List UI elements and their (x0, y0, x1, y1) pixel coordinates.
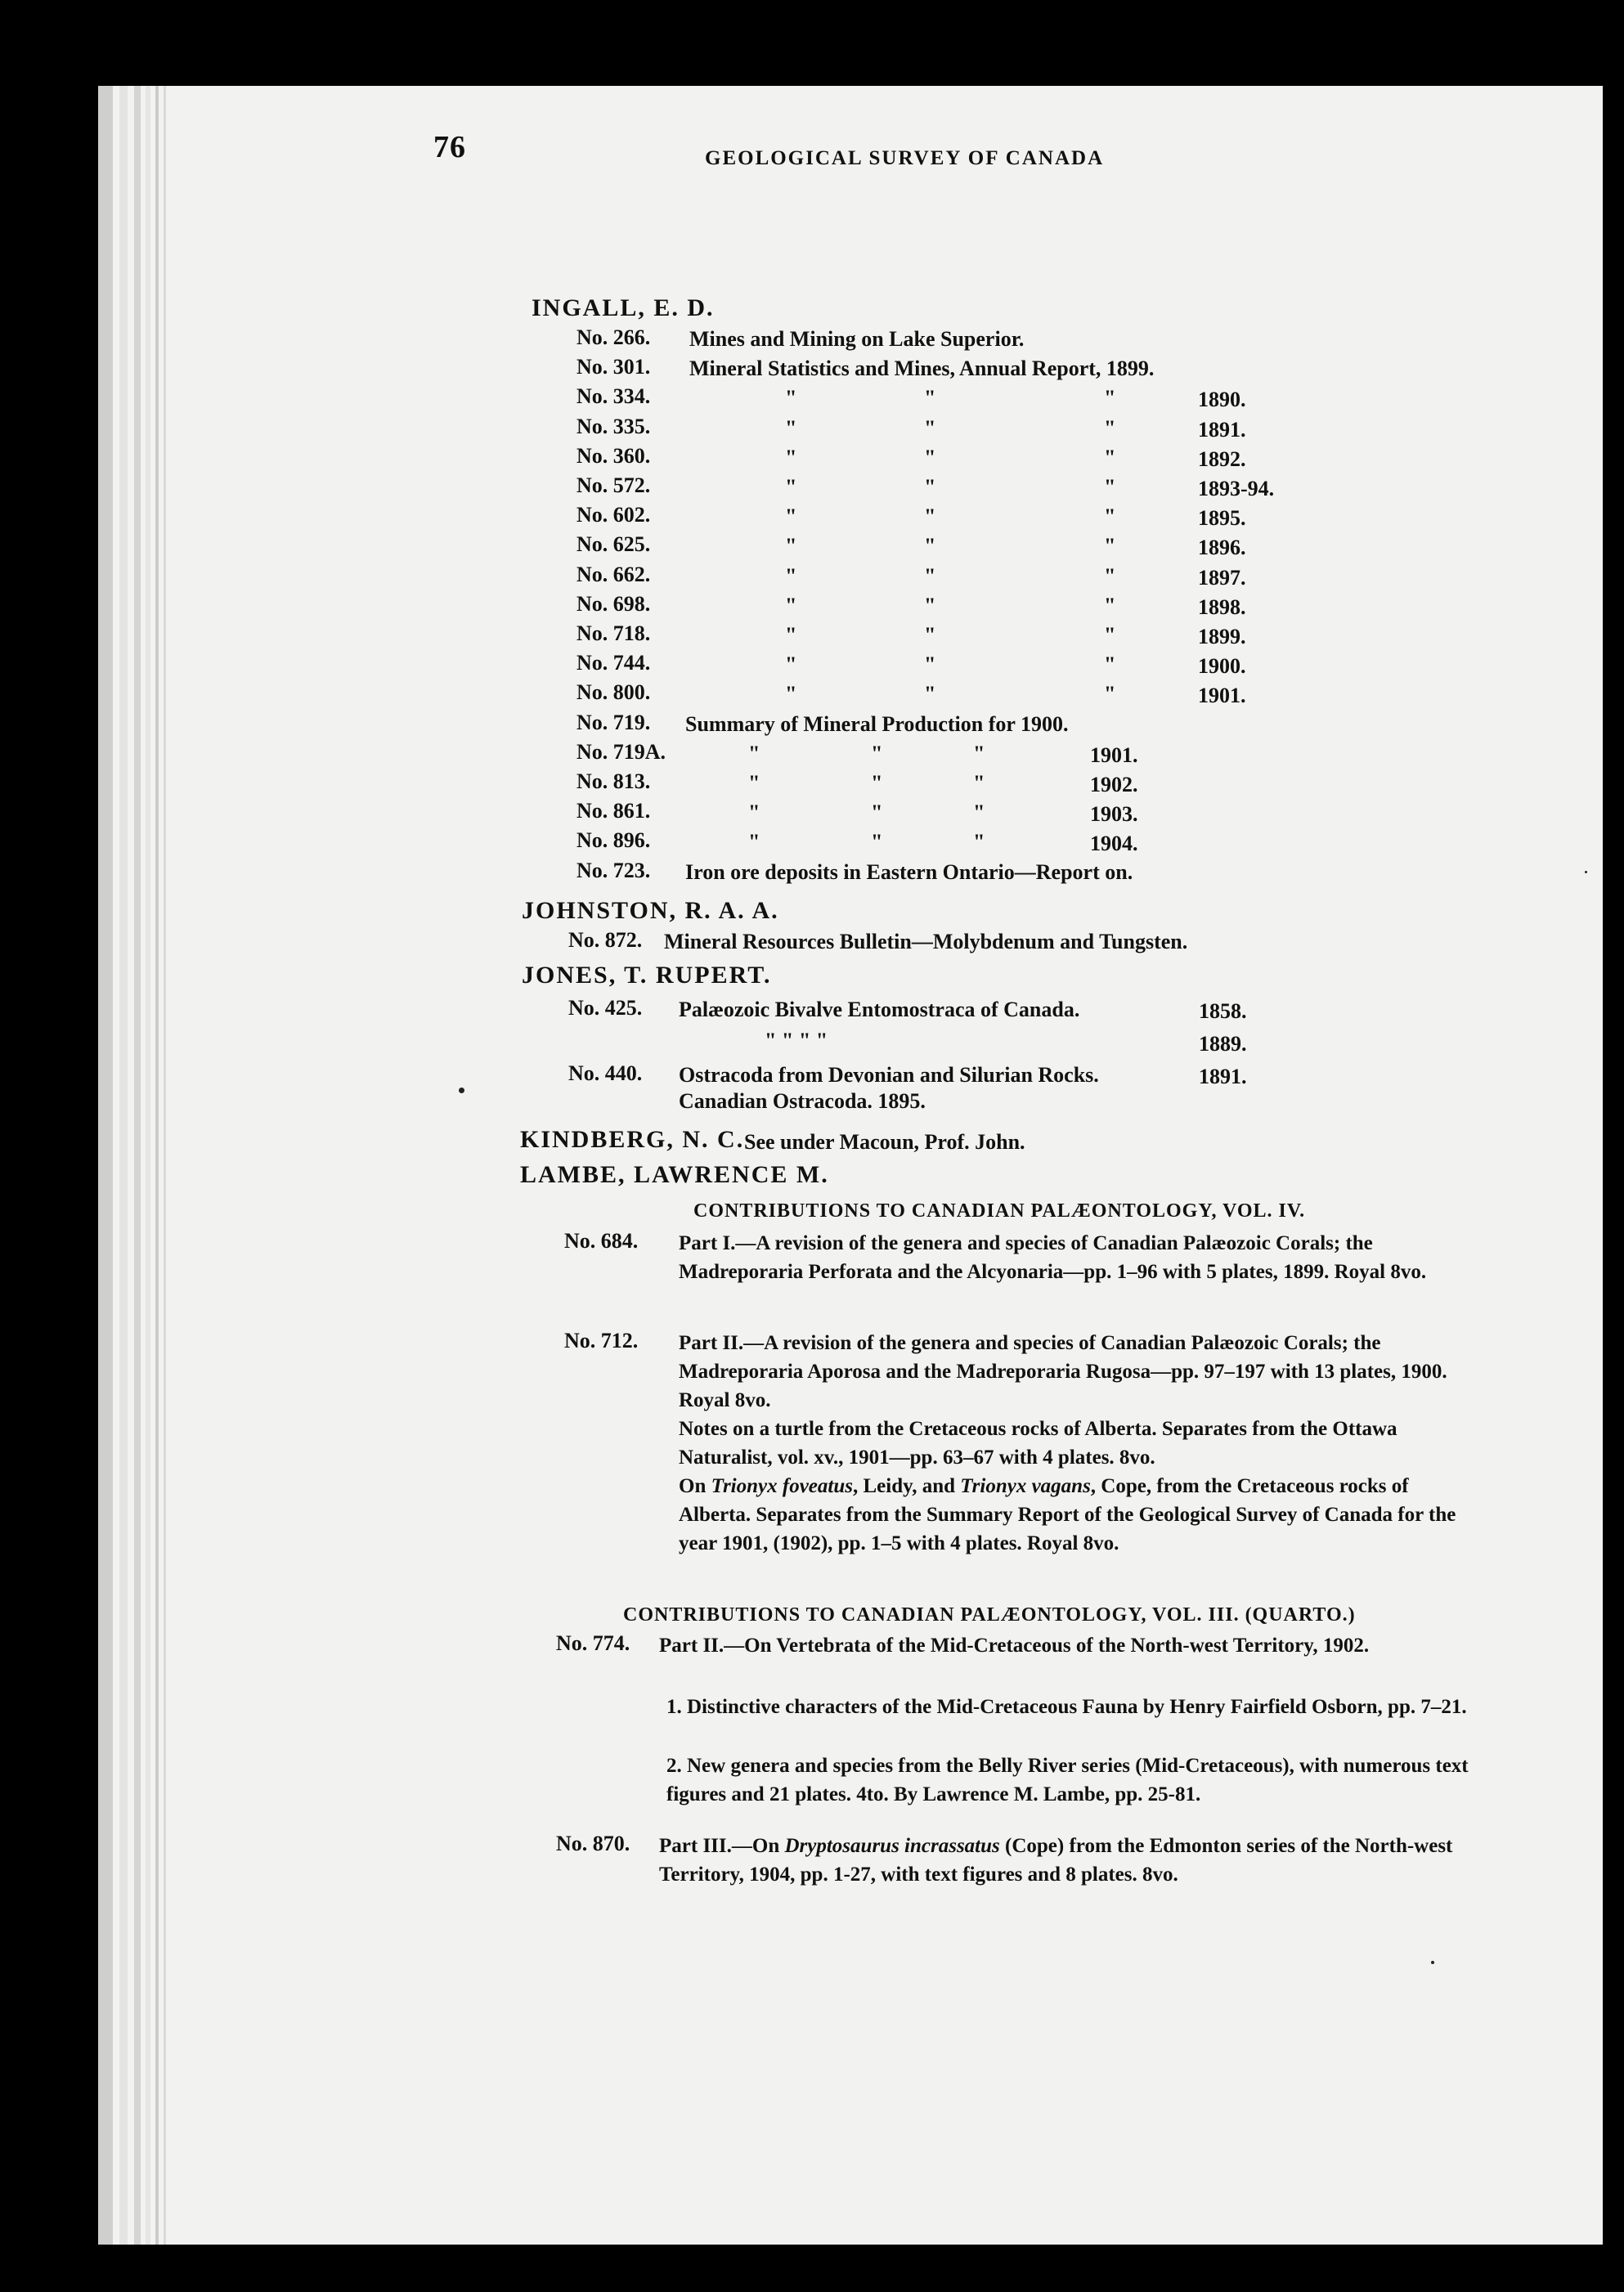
entry-title: Mineral Resources Bulletin—Molybdenum and Tungsten. (664, 930, 1188, 953)
entry-year: 1903. (1090, 802, 1138, 826)
entry-number: No. 774. (556, 1631, 630, 1655)
ditto-mark: " (1104, 416, 1116, 440)
scanned-page (98, 86, 1603, 2245)
ditto-mark: " (924, 505, 936, 528)
scan-speck (1431, 1961, 1434, 1964)
page-edge (119, 86, 128, 2245)
entry-number: No. 602. (576, 503, 651, 527)
ditto-mark: " (1104, 564, 1116, 588)
scan-speck (459, 1088, 464, 1093)
ditto-mark: " (785, 594, 797, 617)
entry-year: 1891. (1199, 1065, 1247, 1088)
entry-number: No. 360. (576, 444, 651, 468)
entry-number: No. 684. (564, 1229, 639, 1253)
entry-number: No. 440. (568, 1061, 643, 1085)
entry-number: No. 662. (576, 563, 651, 586)
entry-year: 1897. (1198, 566, 1246, 590)
scan-speck (1585, 871, 1587, 873)
ditto-mark: " (1104, 386, 1116, 410)
ditto-mark: " (973, 742, 985, 765)
entry-year: 1891. (1198, 418, 1246, 442)
entry-year: 1899. (1198, 625, 1246, 648)
author-kindberg: KINDBERG, N. C. (520, 1126, 745, 1153)
entry-number: No. 861. (576, 799, 651, 823)
page-number: 76 (433, 130, 466, 164)
ditto-mark: " (785, 505, 797, 528)
ditto-mark: " (871, 742, 883, 765)
entry-number: No. 719. (576, 711, 651, 734)
entry-title: Summary of Mineral Production for 1900. (685, 712, 1069, 736)
series-heading: CONTRIBUTIONS TO CANADIAN PALÆONTOLOGY, VOL. III. (QUARTO.) (623, 1604, 1356, 1626)
ditto-mark: " (924, 446, 936, 469)
ditto-mark: " (924, 475, 936, 499)
ditto-mark: " (1104, 653, 1116, 676)
page-edge (155, 86, 159, 2245)
running-head: GEOLOGICAL SURVEY OF CANADA (705, 147, 1105, 169)
ditto-mark: " (973, 771, 985, 795)
entry-number: No. 896. (576, 828, 651, 852)
entry-title: Iron ore deposits in Eastern Ontario—Report on. (685, 860, 1133, 884)
ditto-mark: " (924, 623, 936, 647)
entry-year: 1858. (1199, 999, 1247, 1023)
ditto-mark: " (924, 386, 936, 410)
ditto-mark: " (1104, 534, 1116, 558)
entry-year: 1900. (1198, 654, 1246, 678)
entry-subtitle: Canadian Ostracoda. 1895. (679, 1089, 926, 1113)
ditto-mark: " (748, 771, 760, 795)
entry-number: No. 698. (576, 592, 651, 616)
entry-subitem: 2. New genera and species from the Belly River series (Mid-Cretaceous), with numerous text figures and 21 plates. 4to. By Lawrence M. Lambe, pp. 25-81. (666, 1755, 1469, 1805)
ditto-mark: " (748, 742, 760, 765)
entry-title: Palæozoic Bivalve Entomostraca of Canada. (679, 998, 1080, 1021)
entry-text: Part II.—A revision of the genera and species of Canadian Palæozoic Corals; the Madreporaria Aporosa and the Madreporaria Rugosa—pp. 97–197 with 13 plates, 1900. Royal 8vo. (679, 1332, 1447, 1411)
entry-title: Mines and Mining on Lake Superior. (689, 327, 1025, 351)
entry-year: 1902. (1090, 773, 1138, 796)
entry-text: Part III.—On Dryptosaurus incrassatus (Cope) from the Edmonton series of the North-west Territory, 1904, pp. 1-27, with text figures and 8 plates. 8vo. (659, 1835, 1453, 1886)
ditto-mark: " (785, 653, 797, 676)
ditto-mark: " (1104, 682, 1116, 706)
entry-year: 1901. (1090, 743, 1138, 767)
entry-text: On Trionyx foveatus, Leidy, and Trionyx vagans, Cope, from the Cretaceous rocks of Alberta. Separates from the Summary Report of the Geological Survey of Canada for the year 1901, (1902), pp. 1–5 with 4 plates. Royal 8vo. (679, 1475, 1456, 1554)
entry-year: 1889. (1199, 1032, 1247, 1056)
entry-number: No. 266. (576, 325, 651, 349)
entry-number: No. 800. (576, 680, 651, 704)
page-edge (98, 86, 113, 2245)
entry-number: No. 718. (576, 621, 651, 645)
page-edge (146, 86, 150, 2245)
ditto-mark: " (748, 830, 760, 854)
entry-year: 1896. (1198, 536, 1246, 559)
ditto-mark: " (785, 475, 797, 499)
ditto-mark: " (1104, 446, 1116, 469)
ditto-mark: " (924, 682, 936, 706)
author-ingall: INGALL, E. D. (532, 294, 715, 321)
entry-year: 1898. (1198, 595, 1246, 619)
entry-text: Notes on a turtle from the Cretaceous rocks of Alberta. Separates from the Ottawa Naturalist, vol. xv., 1901—pp. 63–67 with 4 plates. 8vo. (679, 1418, 1397, 1469)
ditto-mark: " (973, 830, 985, 854)
ditto-mark: " (924, 416, 936, 440)
ditto-mark: " (785, 682, 797, 706)
ditto-mark: " (871, 830, 883, 854)
entry-number: No. 335. (576, 415, 651, 438)
entry-number: No. 572. (576, 473, 651, 497)
page-edge (164, 86, 166, 2245)
entry-year: 1892. (1198, 447, 1246, 471)
entry-year: 1895. (1198, 506, 1246, 530)
ditto-mark: " (785, 386, 797, 410)
entry-number: No. 813. (576, 769, 651, 793)
entry-year: 1890. (1198, 388, 1246, 411)
entry-year: 1893-94. (1198, 477, 1275, 500)
ditto-mark: " (1104, 475, 1116, 499)
entry-number: No. 425. (568, 996, 643, 1020)
entry-subitem: 1. Distinctive characters of the Mid-Cretaceous Fauna by Henry Fairfield Osborn, pp. 7–21. (666, 1696, 1467, 1718)
author-jones: JONES, T. RUPERT. (522, 962, 772, 989)
ditto-marks: " " " " (765, 1029, 828, 1052)
page-edge (134, 86, 141, 2245)
series-heading: CONTRIBUTIONS TO CANADIAN PALÆONTOLOGY, VOL. IV. (693, 1200, 1306, 1222)
ditto-mark: " (973, 801, 985, 824)
entry-number: No. 870. (556, 1832, 630, 1855)
entry-number: No. 723. (576, 859, 651, 882)
ditto-mark: " (785, 416, 797, 440)
ditto-mark: " (871, 801, 883, 824)
entry-number: No. 334. (576, 384, 651, 408)
ditto-mark: " (785, 534, 797, 558)
ditto-mark: " (785, 623, 797, 647)
entry-number: No. 625. (576, 532, 651, 556)
author-lambe: LAMBE, LAWRENCE M. (520, 1161, 829, 1188)
ditto-mark: " (871, 771, 883, 795)
ditto-mark: " (1104, 623, 1116, 647)
ditto-mark: " (924, 653, 936, 676)
ditto-mark: " (924, 534, 936, 558)
entry-text: Part I.—A revision of the genera and species of Canadian Palæozoic Corals; the Madreporaria Perforata and the Alcyonaria—pp. 1–96 with 5 plates, 1899. Royal 8vo. (679, 1232, 1427, 1283)
entry-number: No. 872. (568, 928, 643, 952)
entry-title: Mineral Statistics and Mines, Annual Report, 1899. (689, 357, 1155, 380)
entry-number: No. 744. (576, 651, 651, 675)
ditto-mark: " (1104, 505, 1116, 528)
ditto-mark: " (924, 594, 936, 617)
ditto-mark: " (924, 564, 936, 588)
entry-year: 1901. (1198, 684, 1246, 707)
entry-text: Part II.—On Vertebrata of the Mid-Cretaceous of the North-west Territory, 1902. (659, 1635, 1370, 1657)
ditto-mark: " (785, 446, 797, 469)
entry-year: 1904. (1090, 832, 1138, 855)
entry-number: No. 712. (564, 1329, 639, 1352)
cross-reference: See under Macoun, Prof. John. (744, 1130, 1025, 1154)
entry-title: Ostracoda from Devonian and Silurian Rocks. (679, 1063, 1099, 1087)
author-johnston: JOHNSTON, R. A. A. (522, 897, 779, 924)
ditto-mark: " (785, 564, 797, 588)
ditto-mark: " (1104, 594, 1116, 617)
entry-number: No. 301. (576, 355, 651, 379)
ditto-mark: " (748, 801, 760, 824)
entry-number: No. 719A. (576, 740, 666, 764)
